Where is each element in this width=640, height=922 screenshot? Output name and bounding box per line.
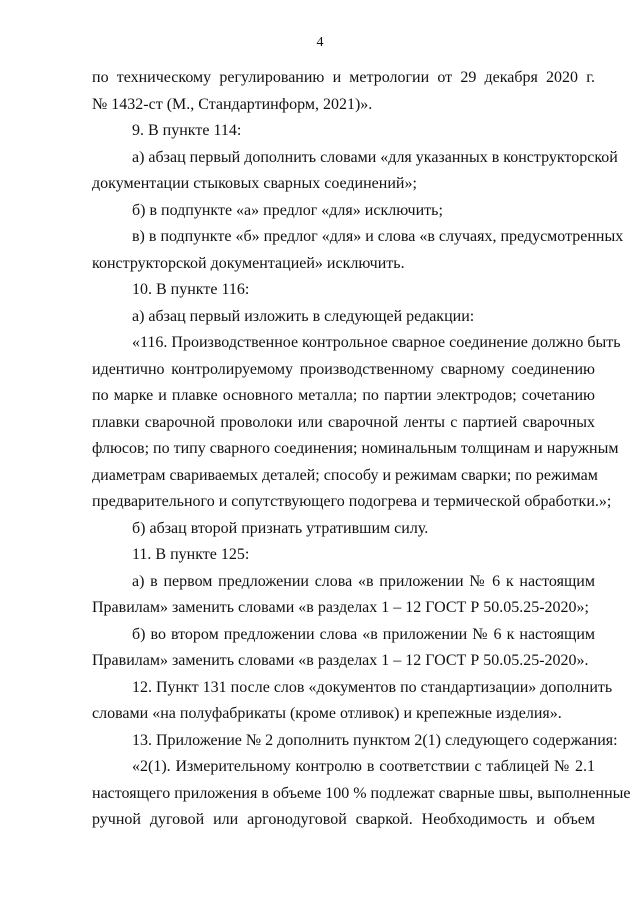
text-line: а) в первом предложении слова «в приложении № 6 к настоящим <box>132 572 595 590</box>
text-line: а) абзац первый изложить в следующей редакции: <box>132 307 475 325</box>
text-line: а) абзац первый дополнить словами «для указанных в конструкторской <box>132 148 618 166</box>
text-line: конструкторской документацией» исключить. <box>92 254 405 272</box>
text-line: Правилам» заменить словами «в разделах 1 – 12 ГОСТ Р 50.05.25-2020»; <box>92 599 589 616</box>
text-line: флюсов; по типу сварного соединения; номинальным толщинам и наружным <box>92 440 619 457</box>
text-line: ручной дуговой или аргонодуговой сваркой. Необходимость и объем <box>92 811 595 828</box>
text-line: 11. В пункте 125: <box>132 546 250 563</box>
text-line: 12. Пункт 131 после слов «документов по стандартизации» дополнить <box>132 678 613 696</box>
text-line: 9. В пункте 114: <box>132 122 242 139</box>
text-line: б) во втором предложении слова «в приложении № 6 к настоящим <box>132 625 595 643</box>
text-line: по техническому регулированию и метрологии от 29 декабря 2020 г. <box>92 69 595 86</box>
text-line: документации стыковых сварных соединений»; <box>92 175 417 192</box>
text-line: предварительного и сопутствующего подогрева и термической обработки.»; <box>92 493 612 510</box>
text-line: б) абзац второй признать утратившим силу. <box>132 519 429 537</box>
text-line: «2(1). Измерительному контролю в соответствии с таблицей № 2.1 <box>132 758 595 775</box>
text-line: в) в подпункте «б» предлог «для» и слова «в случаях, предусмотренных <box>132 228 624 245</box>
text-line: «116. Производственное контрольное сварное соединение должно быть <box>132 334 621 351</box>
text-line: 10. В пункте 116: <box>132 281 250 298</box>
text-line: идентично контролируемому производственному сварному соединению <box>92 360 595 378</box>
text-line: 13. Приложение № 2 дополнить пунктом 2(1) следующего содержания: <box>132 731 618 749</box>
text-line: № 1432-ст (М., Стандартинформ, 2021)». <box>92 95 373 113</box>
text-line: б) в подпункте «а» предлог «для» исключить; <box>132 201 443 219</box>
text-line: по марке и плавке основного металла; по партии электродов; сочетанию <box>92 387 595 404</box>
text-line: плавки сварочной проволоки или сварочной ленты с партией сварочных <box>92 413 595 431</box>
page-number: 4 <box>316 35 324 50</box>
text-line: словами «на полуфабрикаты (кроме отливок) и крепежные изделия». <box>92 705 562 722</box>
text-line: настоящего приложения в объеме 100 % подлежат сварные швы, выполненные <box>92 784 631 802</box>
text-line: диаметрам свариваемых деталей; способу и режимам сварки; по режимам <box>92 466 598 484</box>
text-line: Правилам» заменить словами «в разделах 1 – 12 ГОСТ Р 50.05.25-2020». <box>92 652 589 669</box>
document-body <box>92 65 631 834</box>
